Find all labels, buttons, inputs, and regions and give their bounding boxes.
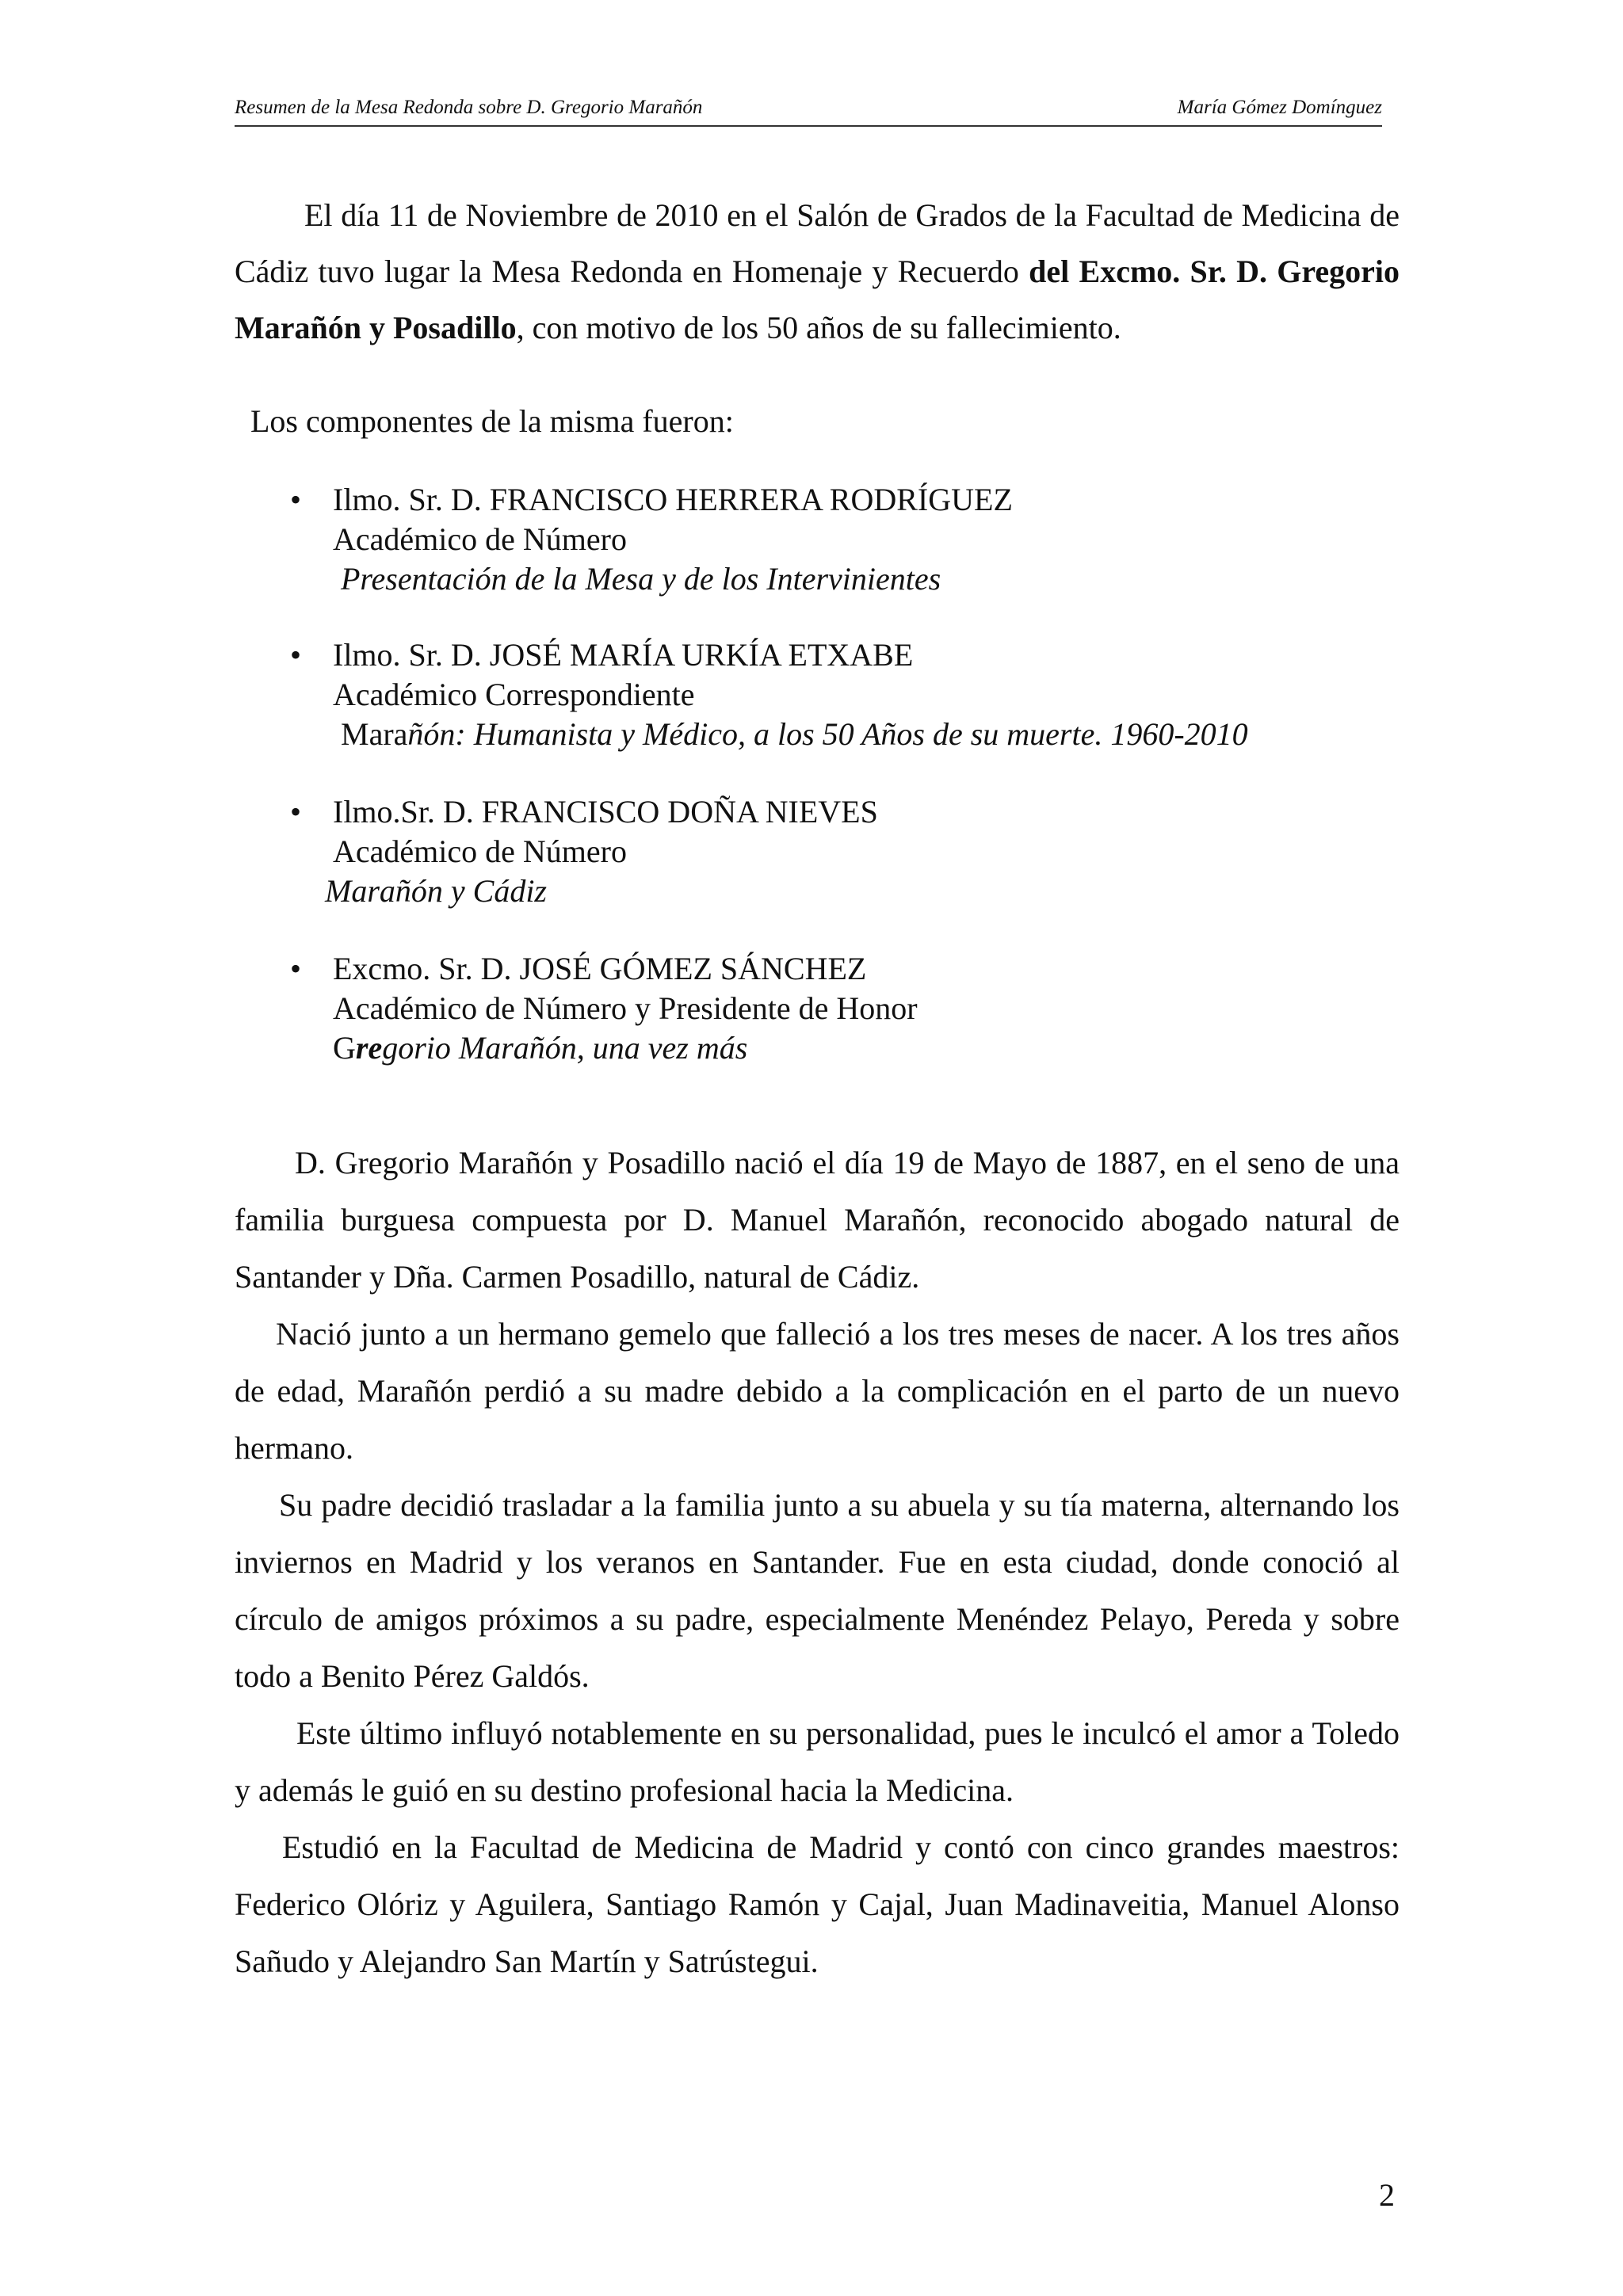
biography-paragraph: Estudió en la Facultad de Medicina de Madrid y contó con cinco grandes maestros: Federico Olóriz y Aguilera, Santiago Ramón y Cajal, Juan Madinaveitia, Manuel Alonso Sañudo y Alejandro San Martín y Satrústegui. [235, 1829, 1400, 1979]
biography-paragraph: D. Gregorio Marañón y Posadillo nació el día 19 de Mayo de 1887, en el seno de una familia burguesa compuesta por D. Manuel Marañón, reconocido abogado natural de Santander y Dña. Carmen Posadillo, natural de Cádiz. [235, 1145, 1400, 1295]
bullet-icon: • [289, 482, 301, 517]
member-topic: Marañón y Cádiz [325, 873, 547, 909]
intro-text-end: , con motivo de los 50 años de su fallecimiento. [516, 310, 1121, 345]
member-topic-italic: gorio Marañón, una vez más [382, 1030, 748, 1066]
member-topic [333, 1028, 918, 1068]
member-name: Ilmo. Sr. D. JOSÉ MARÍA URKÍA ETXABE [333, 637, 914, 673]
biography-section [235, 1135, 1400, 1990]
member-topic-italic: ñón: Humanista y Médico, a los 50 Años de su muerte. 1960-2010 [407, 716, 1248, 752]
components-label: Los componentes de la misma fueron: [250, 403, 734, 439]
member-topic [333, 715, 1248, 754]
bullet-icon: • [289, 794, 301, 830]
bullet-icon: • [289, 951, 301, 986]
member-topic: Presentación de la Mesa y de los Intervinientes [341, 561, 941, 597]
member-topic-plain: Mara [341, 716, 408, 752]
header-title: Resumen de la Mesa Redonda sobre D. Gregorio Marañón [235, 97, 703, 118]
intro-paragraph [235, 187, 1400, 356]
header-author: María Gómez Domínguez [1177, 97, 1382, 118]
member-role: Académico Correspondiente [333, 677, 695, 712]
member-topic-plain: G [333, 1030, 356, 1066]
member-name: Excmo. Sr. D. JOSÉ GÓMEZ SÁNCHEZ [333, 951, 867, 986]
member-name: Ilmo. Sr. D. FRANCISCO HERRERA RODRÍGUEZ [333, 482, 1013, 517]
member-name: Ilmo.Sr. D. FRANCISCO DOÑA NIEVES [333, 794, 878, 830]
member-role: Académico de Número [333, 521, 627, 557]
member-role: Académico de Número [333, 833, 627, 869]
page-number: 2 [1379, 2177, 1395, 2213]
bullet-icon: • [289, 637, 301, 673]
running-header [235, 93, 1382, 127]
biography-paragraph: Este último influyó notablemente en su personalidad, pues le inculcó el amor a Toledo y además le guió en su destino profesional hacia la Medicina. [235, 1715, 1400, 1808]
intro-honoree: del Excmo. Sr. D. Gregorio Marañón y Posadillo [235, 254, 1400, 345]
member-role: Académico de Número y Presidente de Honor [333, 990, 918, 1026]
member-topic-bold: re [355, 1030, 383, 1066]
biography-paragraph: Nació junto a un hermano gemelo que falleció a los tres meses de nacer. A los tres años de edad, Marañón perdió a su madre debido a la complicación en el parto de un nuevo hermano. [235, 1316, 1400, 1466]
intro-text-start: El día 11 de Noviembre de 2010 en el Salón de Grados de la Facultad de Medicina de Cádiz tuvo lugar la Mesa Redonda en Homenaje y Recuerdo [235, 197, 1400, 289]
biography-paragraph: Su padre decidió trasladar a la familia junto a su abuela y su tía materna, alternando los inviernos en Madrid y los veranos en Santander. Fue en esta ciudad, donde conoció al círculo de amigos próximos a su padre, especialmente Menéndez Pelayo, Pereda y sobre todo a Benito Pérez Galdós. [235, 1487, 1400, 1694]
